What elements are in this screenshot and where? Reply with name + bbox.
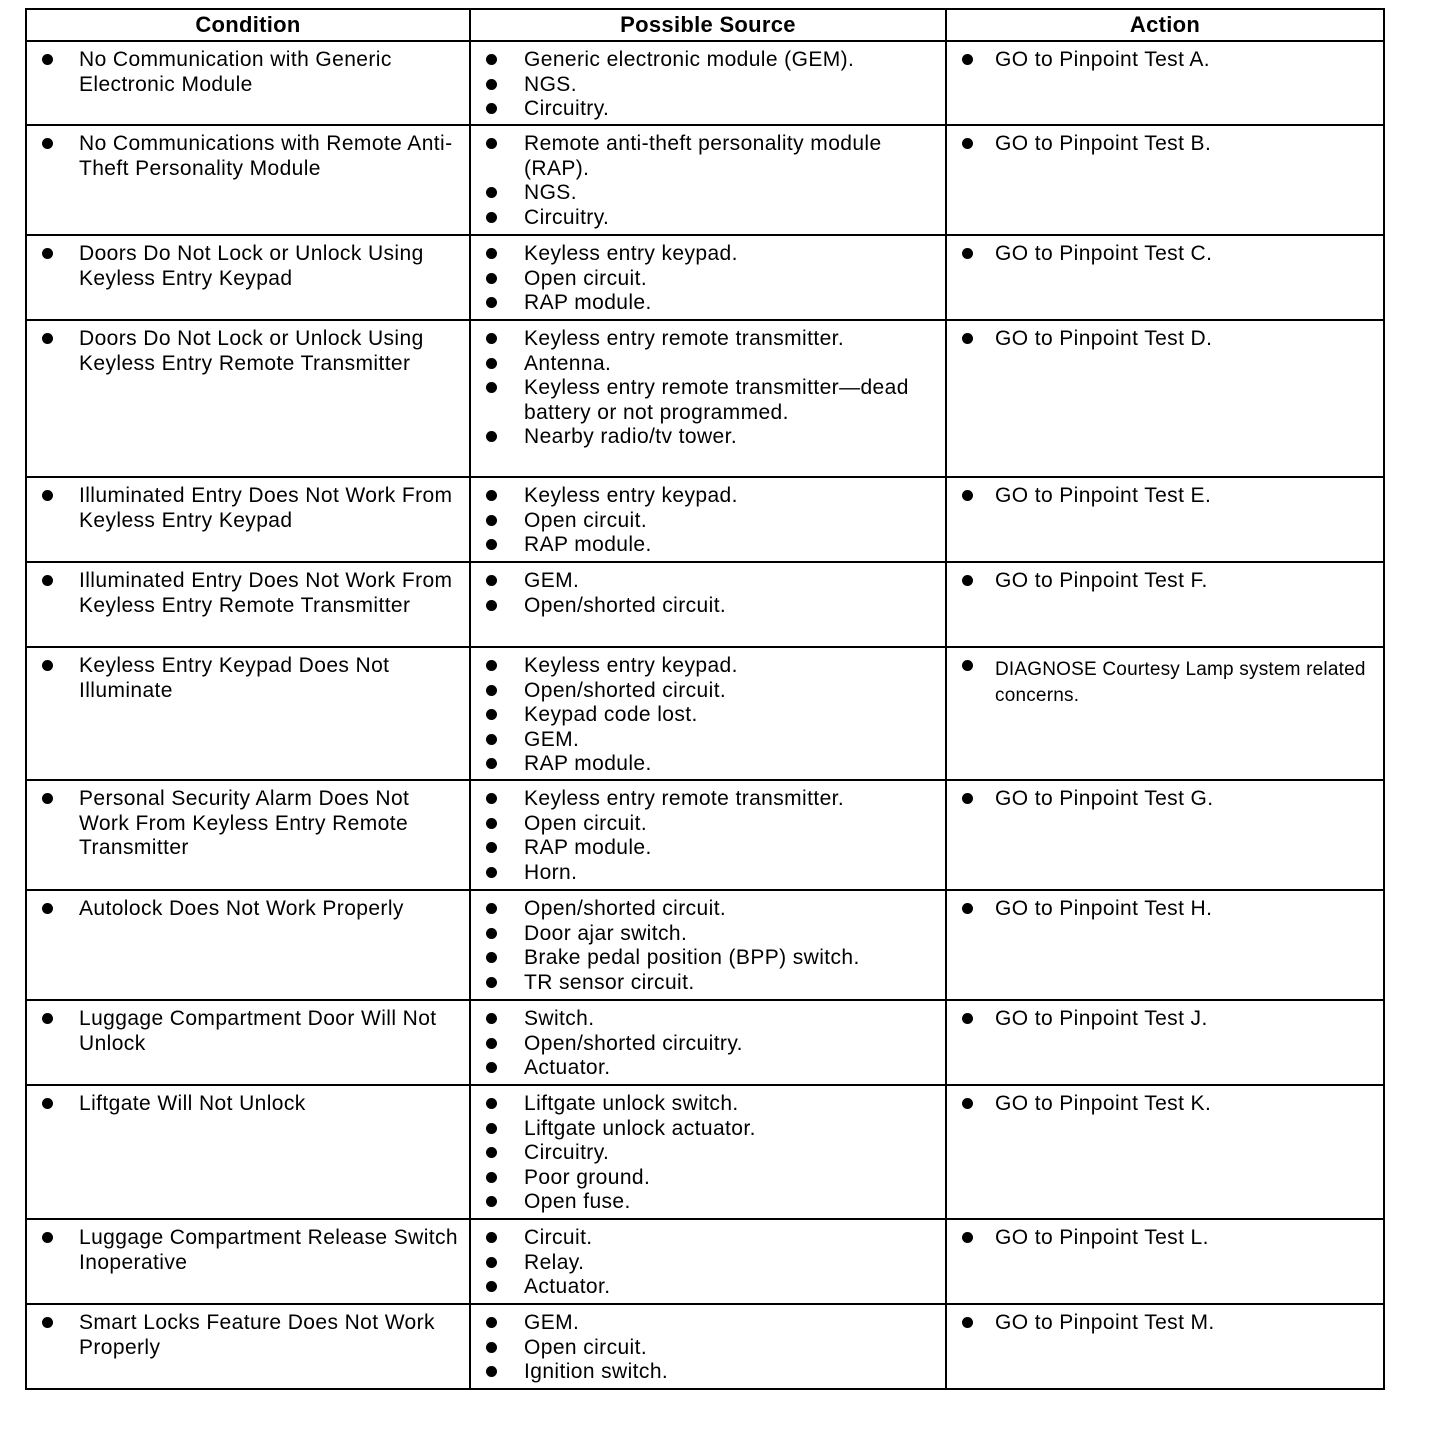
possible-source-item: Antenna.	[479, 352, 937, 377]
possible-source-item: Keypad code lost.	[479, 703, 937, 728]
possible-source-item: Horn.	[479, 861, 937, 886]
action-cell	[946, 1000, 1384, 1085]
action-text: GO to Pinpoint Test E.	[955, 484, 1375, 509]
table-row	[26, 562, 1384, 647]
possible-source-item: RAP module.	[479, 291, 937, 316]
action-text: GO to Pinpoint Test K.	[955, 1092, 1375, 1117]
action-text: GO to Pinpoint Test A.	[955, 48, 1375, 73]
action-cell	[946, 235, 1384, 320]
condition-cell	[26, 780, 470, 890]
possible-source-item: Open circuit.	[479, 509, 937, 534]
action-text: GO to Pinpoint Test C.	[955, 242, 1375, 267]
possible-source-cell	[470, 125, 946, 235]
condition-cell	[26, 125, 470, 235]
condition-text: Luggage Compartment Door Will Not Unlock	[35, 1007, 461, 1056]
possible-source-cell	[470, 1219, 946, 1304]
condition-text: Autolock Does Not Work Properly	[35, 897, 461, 922]
possible-source-item: Ignition switch.	[479, 1360, 937, 1385]
condition-text: Personal Security Alarm Does Not Work From Keyless Entry Remote Transmitter	[35, 787, 461, 861]
condition-cell	[26, 890, 470, 1000]
condition-text: Keyless Entry Keypad Does Not Illuminate	[35, 654, 461, 703]
action-cell	[946, 780, 1384, 890]
action-cell	[946, 320, 1384, 477]
possible-source-item: Generic electronic module (GEM).	[479, 48, 937, 73]
possible-source-item: RAP module.	[479, 836, 937, 861]
possible-source-cell	[470, 562, 946, 647]
action-cell	[946, 890, 1384, 1000]
condition-cell	[26, 1000, 470, 1085]
possible-source-item: Nearby radio/tv tower.	[479, 425, 937, 450]
action-text: GO to Pinpoint Test M.	[955, 1311, 1375, 1336]
table-row	[26, 1219, 1384, 1304]
condition-cell	[26, 647, 470, 780]
possible-source-cell	[470, 477, 946, 562]
condition-text: Liftgate Will Not Unlock	[35, 1092, 461, 1117]
condition-cell	[26, 1304, 470, 1389]
condition-text: Illuminated Entry Does Not Work From Keyless Entry Remote Transmitter	[35, 569, 461, 618]
header-possible-source: Possible Source	[470, 9, 946, 41]
possible-source-cell	[470, 235, 946, 320]
table-row	[26, 235, 1384, 320]
possible-source-item: Actuator.	[479, 1056, 937, 1081]
possible-source-item: NGS.	[479, 73, 937, 98]
possible-source-item: Open/shorted circuitry.	[479, 1032, 937, 1057]
possible-source-item: NGS.	[479, 181, 937, 206]
condition-cell	[26, 1219, 470, 1304]
possible-source-item: Actuator.	[479, 1275, 937, 1300]
table-row	[26, 890, 1384, 1000]
possible-source-item: Keyless entry keypad.	[479, 654, 937, 679]
possible-source-item: Open fuse.	[479, 1190, 937, 1215]
table-row	[26, 1304, 1384, 1389]
condition-cell	[26, 320, 470, 477]
condition-cell	[26, 562, 470, 647]
possible-source-item: Keyless entry remote transmitter—dead battery or not programmed.	[479, 376, 937, 425]
possible-source-cell	[470, 780, 946, 890]
possible-source-item: Liftgate unlock actuator.	[479, 1117, 937, 1142]
table-row	[26, 477, 1384, 562]
action-text: GO to Pinpoint Test H.	[955, 897, 1375, 922]
possible-source-item: Remote anti-theft personality module (RAP).	[479, 132, 937, 181]
possible-source-item: Relay.	[479, 1251, 937, 1276]
possible-source-cell	[470, 1000, 946, 1085]
possible-source-item: Circuit.	[479, 1226, 937, 1251]
action-cell	[946, 647, 1384, 780]
condition-text: No Communication with Generic Electronic Module	[35, 48, 461, 97]
action-text: DIAGNOSE Courtesy Lamp system related concerns.	[955, 654, 1375, 709]
table-row	[26, 1000, 1384, 1085]
possible-source-item: Circuitry.	[479, 1141, 937, 1166]
table-row	[26, 780, 1384, 890]
action-cell	[946, 1085, 1384, 1219]
possible-source-item: GEM.	[479, 1311, 937, 1336]
condition-cell	[26, 235, 470, 320]
possible-source-item: Poor ground.	[479, 1166, 937, 1191]
condition-cell	[26, 477, 470, 562]
condition-text: No Communications with Remote Anti-Theft Personality Module	[35, 132, 461, 181]
action-cell	[946, 477, 1384, 562]
possible-source-item: Door ajar switch.	[479, 922, 937, 947]
diagnosis-table	[25, 8, 1385, 1390]
table-row	[26, 1085, 1384, 1219]
possible-source-item: Keyless entry remote transmitter.	[479, 787, 937, 812]
condition-text: Doors Do Not Lock or Unlock Using Keyless Entry Keypad	[35, 242, 461, 291]
header-action: Action	[946, 9, 1384, 41]
action-cell	[946, 1304, 1384, 1389]
possible-source-cell	[470, 1085, 946, 1219]
possible-source-item: Liftgate unlock switch.	[479, 1092, 937, 1117]
condition-cell	[26, 41, 470, 125]
possible-source-cell	[470, 647, 946, 780]
condition-text: Doors Do Not Lock or Unlock Using Keyless Entry Remote Transmitter	[35, 327, 461, 376]
header-row	[26, 9, 1384, 41]
possible-source-item: Switch.	[479, 1007, 937, 1032]
possible-source-cell	[470, 1304, 946, 1389]
condition-text: Illuminated Entry Does Not Work From Keyless Entry Keypad	[35, 484, 461, 533]
table-row	[26, 125, 1384, 235]
possible-source-item: Keyless entry keypad.	[479, 484, 937, 509]
action-text: GO to Pinpoint Test B.	[955, 132, 1375, 157]
action-cell	[946, 562, 1384, 647]
possible-source-item: Keyless entry keypad.	[479, 242, 937, 267]
possible-source-item: Open circuit.	[479, 1336, 937, 1361]
condition-cell	[26, 1085, 470, 1219]
action-text: GO to Pinpoint Test J.	[955, 1007, 1375, 1032]
possible-source-item: Open circuit.	[479, 812, 937, 837]
table-row	[26, 320, 1384, 477]
action-cell	[946, 41, 1384, 125]
condition-text: Smart Locks Feature Does Not Work Properly	[35, 1311, 461, 1360]
possible-source-item: Circuitry.	[479, 97, 937, 122]
possible-source-cell	[470, 320, 946, 477]
possible-source-item: RAP module.	[479, 752, 937, 777]
possible-source-item: TR sensor circuit.	[479, 971, 937, 996]
possible-source-item: Circuitry.	[479, 206, 937, 231]
possible-source-item: Open/shorted circuit.	[479, 679, 937, 704]
possible-source-item: GEM.	[479, 569, 937, 594]
possible-source-item: Open/shorted circuit.	[479, 897, 937, 922]
possible-source-item: Brake pedal position (BPP) switch.	[479, 946, 937, 971]
table-row	[26, 41, 1384, 125]
possible-source-item: GEM.	[479, 728, 937, 753]
possible-source-item: Open circuit.	[479, 267, 937, 292]
possible-source-item: RAP module.	[479, 533, 937, 558]
action-text: GO to Pinpoint Test D.	[955, 327, 1375, 352]
possible-source-item: Keyless entry remote transmitter.	[479, 327, 937, 352]
action-text: GO to Pinpoint Test F.	[955, 569, 1375, 594]
header-condition: Condition	[26, 9, 470, 41]
condition-text: Luggage Compartment Release Switch Inoperative	[35, 1226, 461, 1275]
action-text: GO to Pinpoint Test L.	[955, 1226, 1375, 1251]
action-text: GO to Pinpoint Test G.	[955, 787, 1375, 812]
possible-source-cell	[470, 41, 946, 125]
action-cell	[946, 125, 1384, 235]
table-row	[26, 647, 1384, 780]
possible-source-item: Open/shorted circuit.	[479, 594, 937, 619]
possible-source-cell	[470, 890, 946, 1000]
action-cell	[946, 1219, 1384, 1304]
